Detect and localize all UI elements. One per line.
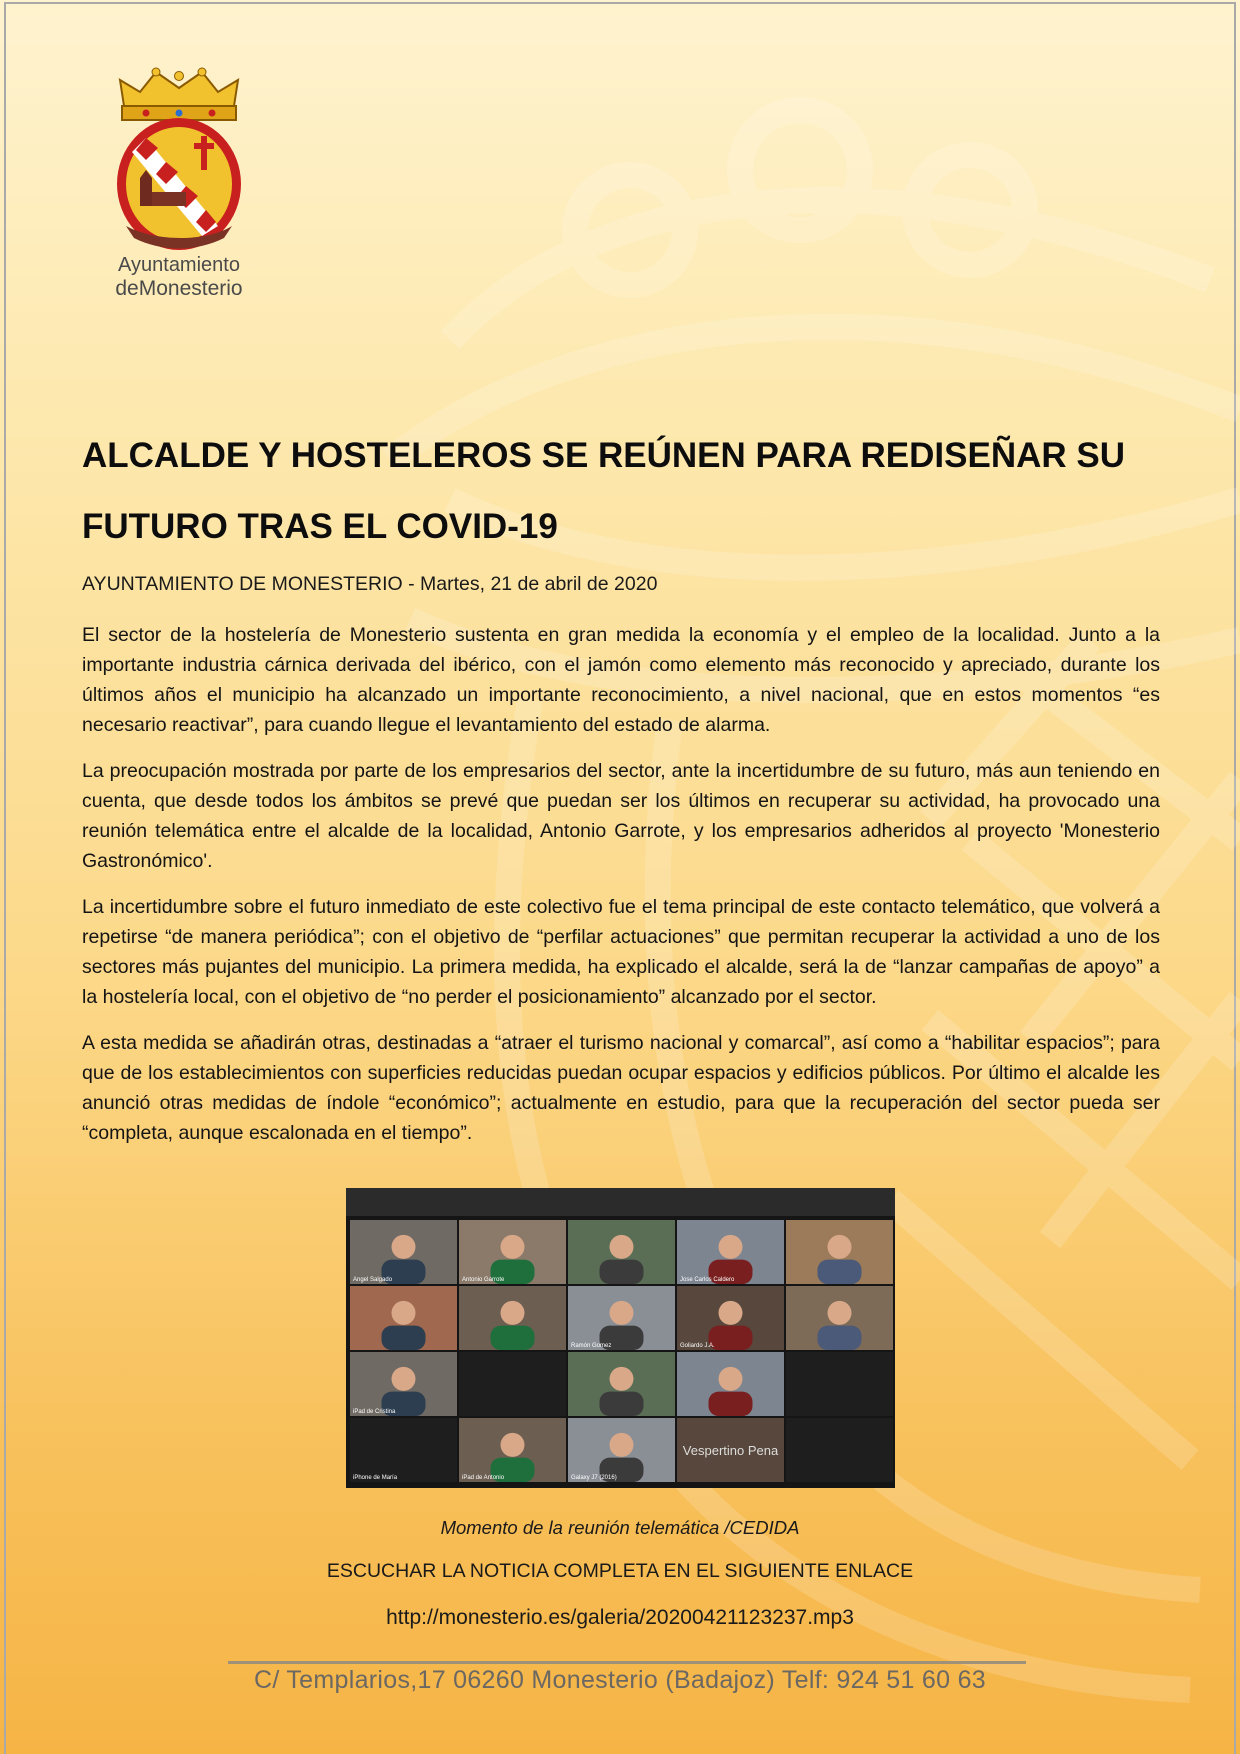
video-tile [350,1220,457,1284]
article-paragraph: El sector de la hostelería de Monesterio sustenta en gran medida la economía y el empleo de la localidad. Junto a la importante industria cárnica derivada del ibérico, con el jamón como elemento más reconocido y apreciado, durante los últimos años el municipio ha alcanzado un importante reconocimiento, a nivel nacional, que en estos momentos “es necesario reactivar”, para cuando llegue el levantamiento del estado de alarma. [82,624,1160,736]
audio-link-url[interactable]: http://monesterio.es/galeria/20200421123237.mp3 [386,1606,854,1629]
video-tile [786,1286,893,1350]
photo-caption: Momento de la reunión telemática /CEDIDA [440,1517,800,1538]
video-tile [786,1352,893,1416]
coat-of-arms-icon [106,66,252,256]
video-tile [786,1418,893,1482]
video-tile-label: Angel Salgado [353,1277,393,1283]
video-tile [459,1286,566,1350]
municipality-logo [106,66,252,298]
video-tile-label: Goliardo J.A. [680,1343,715,1349]
audio-link-label: ESCUCHAR LA NOTICIA COMPLETA EN EL SIGUIENTE ENLACE [326,1560,914,1582]
article-body [82,620,1160,1164]
video-tile-label: iPad de Antonio [462,1475,505,1481]
video-tile [677,1286,784,1350]
video-tile [459,1220,566,1284]
video-tile [459,1352,566,1416]
article-headline: ALCALDE Y HOSTELEROS SE REÚNEN PARA REDISEÑAR SU FUTURO TRAS EL COVID-19 [82,436,1126,546]
video-tile [677,1220,784,1284]
video-tile-label: iPad de Cristina [353,1409,396,1415]
video-tile [459,1418,566,1482]
video-tile [677,1418,784,1482]
video-tile [568,1352,675,1416]
video-tile [568,1220,675,1284]
footer-divider [228,1661,1026,1664]
video-tile [568,1286,675,1350]
meeting-photo [346,1188,895,1488]
video-tile [350,1352,457,1416]
video-tile [350,1418,457,1482]
video-tile [786,1220,893,1284]
video-tile [350,1286,457,1350]
video-tile-label: Vespertino Pena [682,1443,779,1458]
video-tile-label: Ramón Gomez [571,1343,612,1349]
article-dateline: AYUNTAMIENTO DE MONESTERIO - Martes, 21 de abril de 2020 [82,573,658,595]
article-paragraph: La preocupación mostrada por parte de los empresarios del sector, ante la incertidumbre de su futuro, más aun teniendo en cuenta, que desde todos los ámbitos se prevé que puedan ser los últimos en recuperar su actividad, ha provocado una reunión telemática entre el alcalde de la localidad, Antonio Garrote, y los empresarios adheridos al proyecto 'Monesterio Gastronómico'. [82,760,1160,872]
footer-address: C/ Templarios,17 06260 Monesterio (Badajoz) Telf: 924 51 60 63 [253,1666,986,1694]
video-tile-label: iPhone de María [353,1475,398,1481]
video-tile-label: Galaxy J7 (2016) [571,1475,617,1481]
article-paragraph: La incertidumbre sobre el futuro inmediato de este colectivo fue el tema principal de este contacto telemático, que volverá a repetirse “de manera periódica”; con el objetivo de “perfilar actuaciones” que permitan recuperar la actividad a uno de los sectores más pujantes del municipio. La primera medida, ha explicado el alcalde, será la de “lanzar campañas de apoyo” a la hostelería local, con el objetivo de “no perder el posicionamiento” alcanzado por el sector. [82,896,1160,1008]
video-call-grid [346,1188,895,1488]
logo-text-ayuntamiento: Ayuntamiento [118,254,240,276]
video-tile [568,1418,675,1482]
video-tile-label: Antonio Garrote [462,1277,505,1283]
video-tile [677,1352,784,1416]
video-tile-label: Jose Carlos Caldero [680,1277,735,1283]
article-paragraph: A esta medida se añadirán otras, destinadas a “atraer el turismo nacional y comarcal”, así como a “habilitar espacios”; para que de los establecimientos con superficies reducidas puedan ocupar espacios y edificios públicos. Por último el alcalde les anunció otras medidas de índole “económico”; actualmente en estudio, para que la recuperación del sector pueda ser “completa, aunque escalonada en el tiempo”. [82,1032,1160,1144]
logo-text-monesterio: deMonesterio [115,277,243,300]
